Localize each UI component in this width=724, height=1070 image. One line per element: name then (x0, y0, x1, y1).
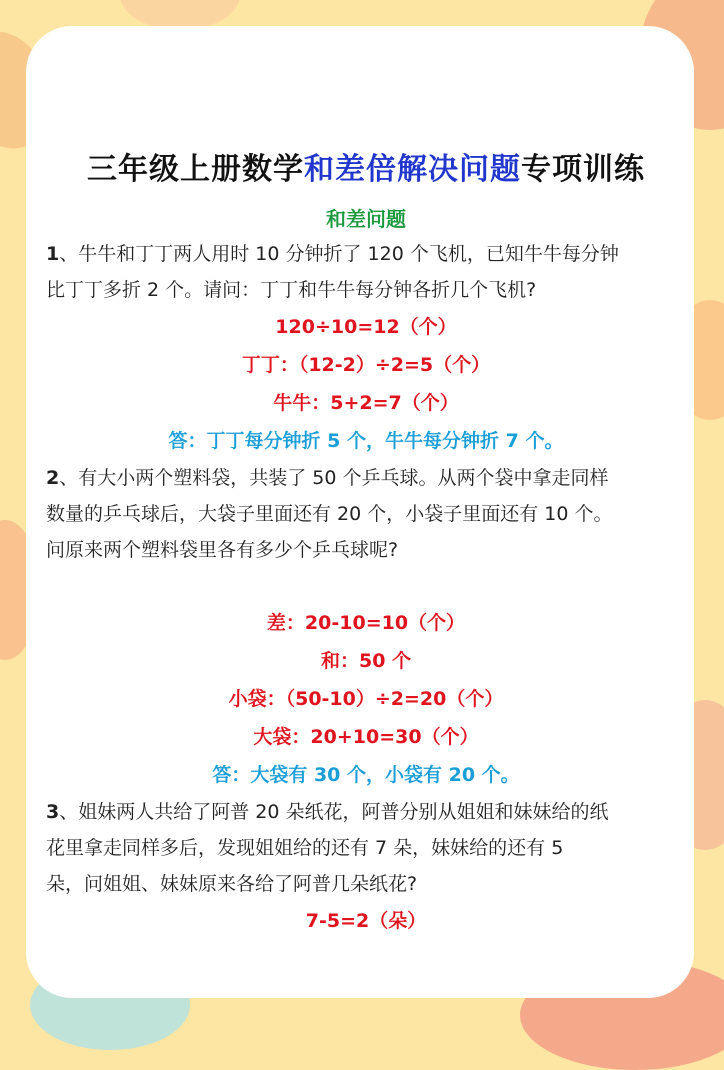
problem-line: 姐妹两人共给了阿普 20 朵纸花，阿普分别从姐姐和妹妹给的纸 (78, 801, 609, 823)
worksheet-content (46, 148, 686, 940)
solution-step: 大袋：20+10=30（个） (253, 726, 479, 748)
answer-line: 答：大袋有 30 个，小袋有 20 个。 (212, 764, 520, 786)
problem-sep: 、 (59, 801, 79, 823)
problem-3-text-cont: 花里拿走同样多后，发现姐姐给的还有 7 朵，妹妹给的还有 5 (46, 837, 564, 859)
problem-number: 1 (46, 243, 60, 265)
spacer (46, 568, 686, 604)
problem-number: 3 (46, 801, 60, 823)
worksheet-card (26, 26, 694, 998)
solution-step: 差：20-10=10（个） (266, 612, 466, 634)
answer-line: 答：丁丁每分钟折 5 个，牛牛每分钟折 7 个。 (168, 430, 564, 452)
problem-sep: 、 (59, 467, 79, 489)
problem-number: 2 (46, 467, 60, 489)
problem-sep: 、 (59, 243, 79, 265)
problem-3-text-cont: 朵，问姐姐、妹妹原来各给了阿普几朵纸花? (46, 873, 418, 895)
problem-line: 有大小两个塑料袋，共装了 50 个乒乓球。从两个袋中拿走同样 (78, 467, 609, 489)
solution-step: 小袋：（50-10）÷2=20（个） (228, 688, 504, 710)
title-part2: 和差倍解决问题 (304, 152, 521, 187)
problem-2-text-cont: 数量的乒乓球后，大袋子里面还有 20 个，小袋子里面还有 10 个。 (46, 503, 613, 525)
problem-3-text (46, 794, 686, 830)
solution-step: 7-5=2（朵） (305, 910, 427, 932)
problem-1-text (46, 236, 686, 272)
title-part1: 三年级上册数学 (87, 152, 304, 187)
solution-step: 120÷10=12（个） (275, 316, 457, 338)
solution-step: 丁丁：（12-2）÷2=5（个） (241, 354, 491, 376)
solution-step: 和：50 个 (320, 650, 412, 672)
solution-step: 牛牛：5+2=7（个） (273, 392, 459, 414)
problem-2-text (46, 460, 686, 496)
problem-line: 牛牛和丁丁两人用时 10 分钟折了 120 个飞机，已知牛牛每分钟 (78, 243, 619, 265)
problem-2-text-cont: 问原来两个塑料袋里各有多少个乒乓球呢? (46, 539, 399, 561)
page-title (46, 148, 686, 192)
section-heading: 和差问题 (326, 207, 406, 231)
title-part3: 专项训练 (521, 152, 645, 187)
problem-1-text-cont: 比丁丁多折 2 个。请问：丁丁和牛牛每分钟各折几个飞机? (46, 279, 537, 301)
